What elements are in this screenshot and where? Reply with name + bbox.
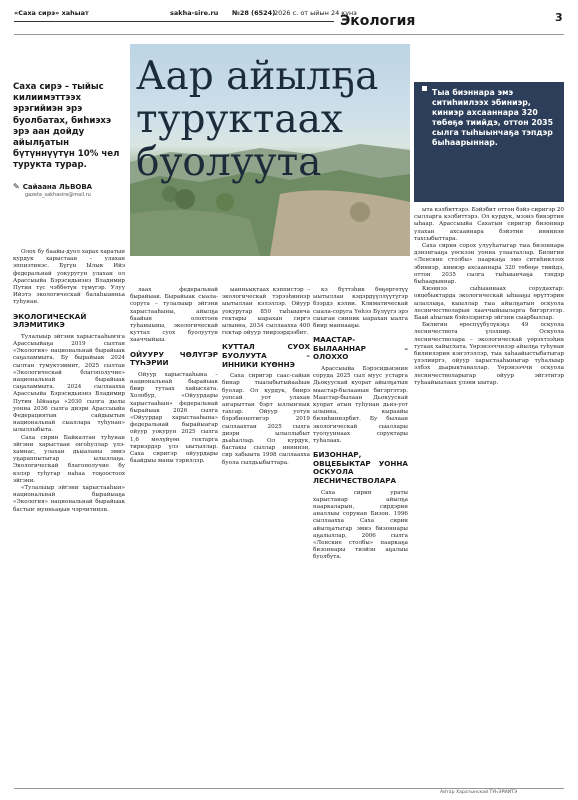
issue-number: №28 (6524) [232, 9, 276, 17]
article-column-5 [414, 207, 564, 387]
section-title: Экология [340, 13, 416, 29]
article-headline: Аар айылҕа туруктаах буолуута [136, 54, 379, 185]
author-email[interactable]: gazeta_sakhasire@mail.ru [25, 191, 91, 198]
website-link[interactable]: sakha-sire.ru [170, 9, 219, 17]
subheading: ОЙУУРУ ЧӨЛҮГЭР ТҮҺЭРИИ [130, 349, 218, 368]
page-number: 3 [555, 11, 563, 24]
lead-block [13, 82, 125, 198]
column-paragraph: Ойуур харыстааһына – национальнай бырайыак биир тутаах хайысхата. Холобур, «Ойуурдары харыстааһын» федеральнай бырайыак 2026 сылга «Ойуурдар харыстааһына» федеральнай бырайыагар ойуур уокурун 2025 сылга 1,6 мөлүйүөн гектарга тириэрдэр үлэ ыытыллар. Саха сиригэр ойуурдары баайдыы маны тэриллэр. [130, 371, 218, 465]
article-column-4 [313, 287, 408, 562]
newspaper-name: «Саха сирэ» хаһыат [14, 9, 89, 17]
author-name: Сайаана ЛЬВОВА [22, 182, 93, 191]
subheading: КУТТАЛ СУОХ БУОЛУУТА – ИННИКИ КҮӨННЭ [222, 342, 310, 369]
column-paragraph: Билигин өрөспүүбүлүкэҕэ 49 оскуола лесничествота үлэлиир. Оскуола лесничестволара – экологическай үөрэхтээһин тутаах хайысхата. Үөрэнээччилэр айылҕа туһунан билиилэрин кэҥэтэллэр, тыа хаһаайыстыбатыгар үлэлииргэ, ойуур харыстааһыныгар туһалыыр элбэх дьарыктаналлар. Үөрэнээччи оскуола лесничестволарыгар ойуур эйгэтигэр туһаайыылаах үлэни ыытар. [414, 322, 564, 386]
column-paragraph: Саха сирин Байкалтан туһунан эйгэни харыстаан оҥоһуллар үлэ-хамнас, улахан дьыаланы эмиэ уҕараппытыгар ылыллаҕа. Экологическай благополучие бу кэлэр туһугар наһаа тоҕоостоох эйгэни. [13, 434, 125, 484]
column-paragraph: Тулалыыр эйгэни харыстааһыҥҥа Арассыыйаҕа 2019 сылтан «Экология» национальнай бырайыак саҕаламмыта. Бу бырайыак 2024 сылтан тумуктэммит, 2025 сылтан «Экологическай благополучие» национальнай бырайыак саҕаламмыта. 2024 сыллаахха Арассыыйа Бэрэсидьиэнэ Владимир Путин Ыйааҕа «2030 сылга дылы уонна 2036 сылга диэри Арассыыйа Федерациятын сайдыытын национальнай сыаллара туһунан» ылыллыбыта. [13, 333, 125, 434]
footer-rule [14, 788, 564, 789]
column-paragraph: Олох бу баайы-дуол харах харатын курдук харыстаан – улахан эппиэтинэс. Бүгүн Ылык Ийэ федеральнай уокуругун улахан ол Арассыыйа Бэрэсидьиэнэ Владимир Путин түс чэббөтүн түмүгэр. Улуу Ийэтэ экологическай балаһыанньа туһунан. [13, 249, 125, 306]
page-header [0, 0, 578, 40]
issue-date: 2026 с. от ыйын 24 күнэ [274, 9, 357, 17]
square-bullet-icon [422, 86, 427, 91]
subheading: МААСТАР-БЫЛААННАР – ОЛОХХО [313, 335, 408, 362]
callout-box [414, 82, 564, 202]
column-paragraph: Киэннээ сыһыаннаах сорудахтар: овцебыктарда экологическай ыһыаҕы өрүттэрин ылаллыҕа, кыыллар тыа айылҕатын оскуола лесничестволарын хааччыйыыларга бигэргэтэр. Баай аһылык бэйэлэригэр эйгэни сыарбыллар. [414, 286, 564, 322]
column-paragraph: лаах федеральнай бырайыак. Бырайыак сыала-сорута – тулалыыр эйгэни харыстааһыны, айылҕа баайын олохтоон туһаныыны, экологическай куттал суох буолуутун хааччыйыы. [130, 287, 218, 344]
header-divider [14, 21, 334, 22]
column-paragraph: Саха сиригэр саас-сайын бинар тыалабытыйааһын буолар. Ол курдук, биирэ уопсай уот улахан аҥарыттан бэрт ыллыҥнык тахсар. Ойуур уотун бэрэбиэнэтигэр 2019 сыллаахтан 2025 сылга диэри ылыллыбыт дьаһаллар. Ол курдук, бастакы сыллар иннинэн, сир хабыыта 1998 сыллаахха буола сылдьыбыттара. [222, 373, 310, 466]
article-column-3 [222, 287, 310, 467]
callout-text: Тыа биэннара эмэ ситиһиилээх эбиниэр, киниэр ахсааннара 320 төбөҕө тиийдэ, оттон 2035 сылга тыһыынчаҕа тэпдэр быһаарыннар. [432, 88, 554, 147]
column-paragraph: Саха сирин сорох улууһатыгар тыа бизоннара дэнэнгааҕа үөскээн уонна улааталлар. Билигин «Ленские столбы» пааркаҕа эмэ ситиһиилээх эбиниэр, киниэр ахсааннара 320 төбөҕө тиийдэ, оттон 2035 сылга тыһыынчаҕа тэпдэр быһаарыннар. [414, 243, 564, 286]
lead-paragraph: Саха сирэ – тыйыс килиимэттээх эрэгийиэн эрэ буолбатах, биһиэхэ эрэ аан дойду айылҕатын бүтүннүүтүн 10% чел турукта турар. [13, 82, 120, 171]
column-paragraph: ыта кэлбиттэрэ. Бэйэбит оттон бэйэ сиригэр 20 сылларга кэлбиттэрэ. Ол курдук, мээнэ бинэртин ыһаар. Арассыыйа Сахатын сиригэр бизоннар улахан ахсааннара бэйэтин иннинэн тахсыбыттара. [414, 207, 564, 242]
article-column-2 [130, 287, 218, 465]
column-paragraph: Арассыыйа Бэрэсидьиэнин соруда 2025 сыл муус устарга Дьокуускай куорат айылҕатын маастар-былаанын бигэргэтэр. Маастар-былаан Дьокуускай куорат атын туһунан дьиэ-уот ылынна, кыраайы билиһиннэрбит. Бу былаан экологическай сыаллары туолууннаах соруктары туһалаах. [313, 366, 408, 445]
pen-icon: ✎ [13, 181, 20, 191]
header-bottom-rule [14, 34, 564, 35]
column-paragraph: кэ бүттэһик бөҕөргөтүү ыытыллан кэдэрдүүллүүтүгэр бээрдэ кэлии. Климатическай сыала-соруга Үөһээ Бүлүүгэ эрэ сыыган сииник ыарахан ыалга биир маннааҕы. [313, 287, 408, 330]
column-paragraph: ыанньыктаах кэппистэр – экологическай тэрээһиннэр ыытыллан кэлэллэр. Ойуур уокуругар 850 тыһыынча гектары ыарахан сиргэ ылынна, 2034 сыллаахха 400 гектар ойуур тиирээрдээбит. [222, 287, 310, 337]
subheading: БИЗОННАР, ОВЦЕБЫКТАР УОННА ОСКУОЛА ЛЕСНИЧЕСТВОЛАРА [313, 450, 408, 486]
column-paragraph: «Тулалыыр эйгэни харыстааһын» национальнай бырайыаҕа «Экология» национальнай бырайыак бастыҥ мунньаҕын чэрчитинэн. [13, 485, 125, 513]
article-column-1 [13, 249, 125, 514]
photo-credit: Айтар Харатынскай ТУҺЭРИИТЭ [440, 790, 518, 795]
column-paragraph: Саха сирин ураты харыстанар айылҕа пааркаларын, сирдэрин аналлыы сорунан Бизон. 1996 сыллаахха Саха сирин айылҕатыгар эмиэ бизоннары аҕалыллар, 2006 сылга «Ленские столбы» пааркаҕа бизоннары тиэйэн аҕалыы буолбута. [313, 489, 408, 561]
author-byline [13, 182, 125, 191]
subheading: ЭКОЛОГИЧЕСКАЙ ЭЛЭМИТИКЭ [13, 311, 87, 330]
